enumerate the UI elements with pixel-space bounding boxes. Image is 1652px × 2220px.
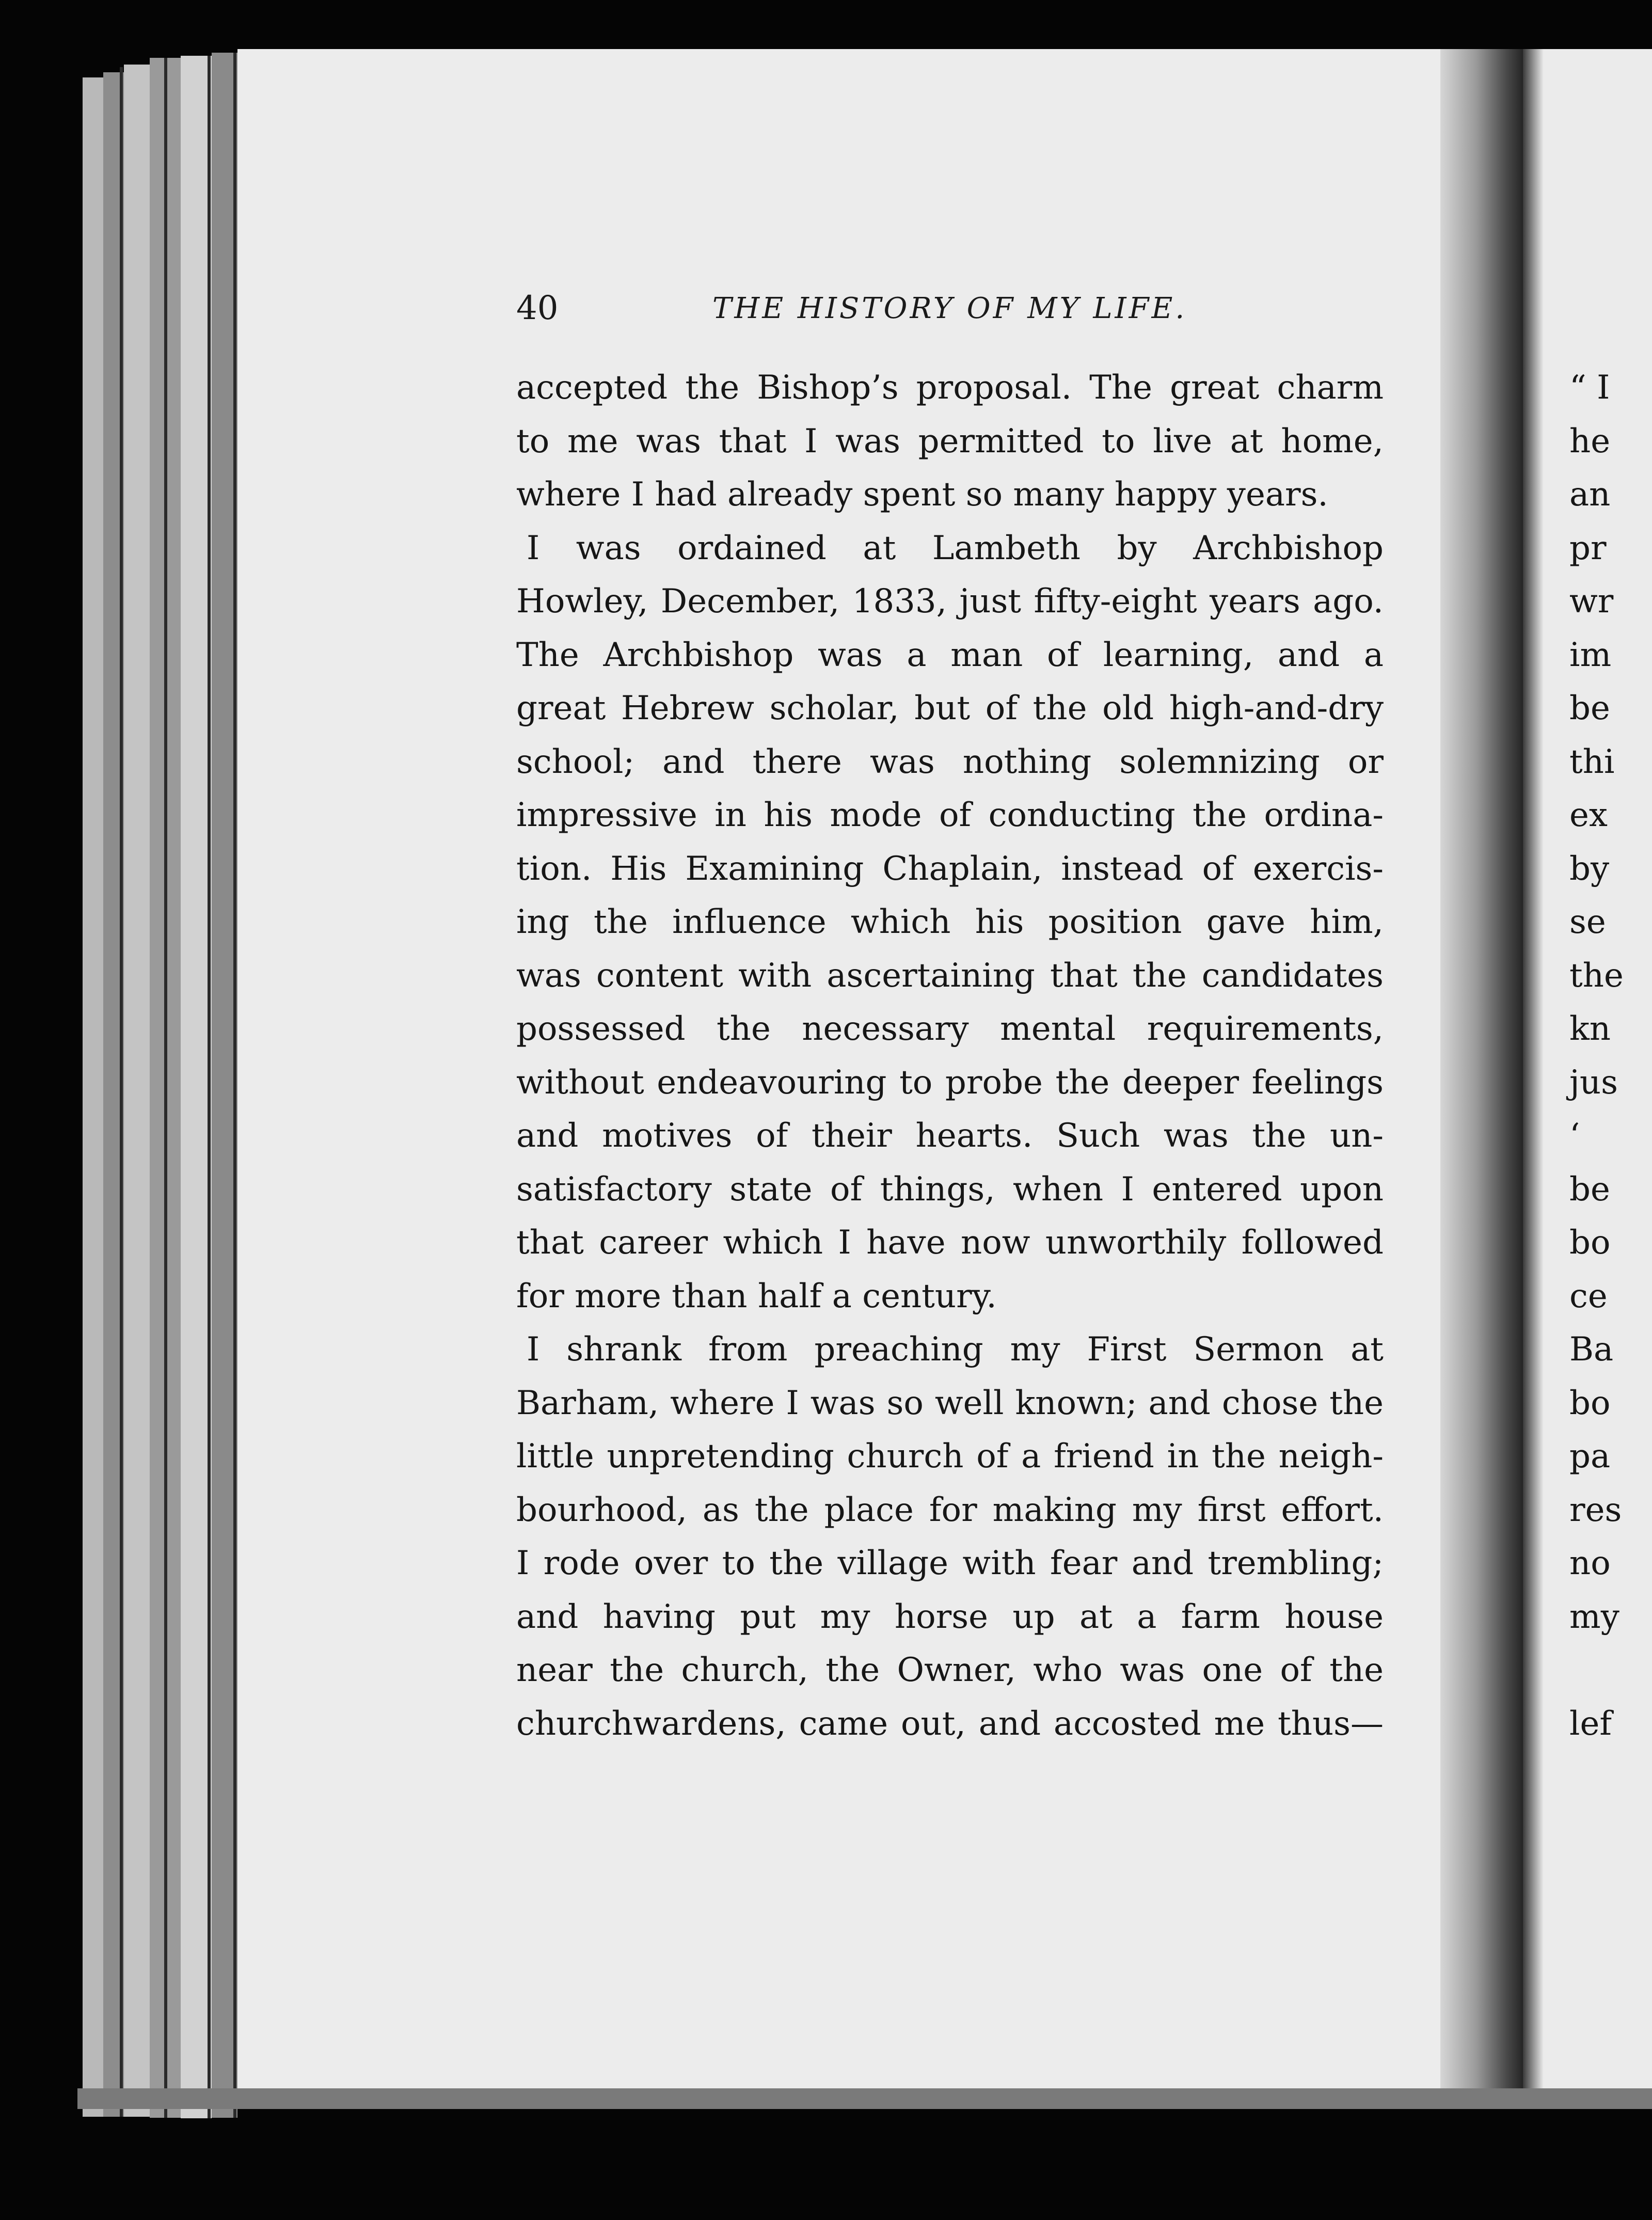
right-text-line: ‘ xyxy=(1569,1117,1580,1155)
page-number: 40 xyxy=(516,289,559,327)
right-text-line xyxy=(1569,1644,1624,1698)
right-text-line: my xyxy=(1569,1597,1619,1636)
text-line: I was ordained at Lambeth by Archbishop xyxy=(527,529,1384,567)
text-line: possessed the necessary mental requirements, xyxy=(516,1010,1384,1048)
text-line: accepted the Bishop’s proposal. The great charm xyxy=(516,369,1384,407)
right-text-line: the xyxy=(1569,956,1624,995)
text-line: great Hebrew scholar, but of the old high-and-dry xyxy=(516,689,1384,727)
page-bottom-edge xyxy=(77,2088,1652,2109)
page-edge-line xyxy=(164,58,167,2118)
text-line: and motives of their hearts. Such was the un- xyxy=(516,1117,1384,1155)
right-text-line: jus xyxy=(1569,1063,1618,1102)
text-line: for more than half a century. xyxy=(516,1277,997,1315)
text-line: The Archbishop was a man of learning, and a xyxy=(516,636,1384,674)
text-line: I rode over to the village with fear and trembling; xyxy=(516,1544,1384,1582)
text-line: was content with ascertaining that the candidates xyxy=(516,956,1384,995)
page-edge-line xyxy=(233,53,236,2118)
text-line: tion. His Examining Chaplain, instead of exercis- xyxy=(516,849,1384,888)
right-text-line: se xyxy=(1569,903,1606,941)
right-text-line: bo xyxy=(1569,1224,1611,1262)
right-text-line: “ I xyxy=(1569,369,1610,407)
text-line: satisfactory state of things, when I entered upon xyxy=(516,1170,1384,1209)
running-head: THE HISTORY OF MY LIFE. xyxy=(712,292,1187,325)
text-line: that career which I have now unworthily followed xyxy=(516,1224,1384,1262)
text-line: little unpretending church of a friend in the neigh- xyxy=(516,1437,1384,1476)
right-page-text xyxy=(1569,361,1624,1751)
right-page-shadow xyxy=(1523,49,1544,2088)
text-line: school; and there was nothing solemnizing or xyxy=(516,742,1384,781)
right-text-line: Ba xyxy=(1569,1330,1614,1369)
right-text-line: pa xyxy=(1569,1437,1611,1476)
text-line: I shrank from preaching my First Sermon at xyxy=(527,1330,1384,1369)
right-text-line: be xyxy=(1569,689,1610,727)
page-edge xyxy=(181,56,212,2118)
text-line: Howley, December, 1833, just fifty-eight years ago. xyxy=(516,582,1384,621)
text-line: to me was that I was permitted to live at home, xyxy=(516,422,1384,461)
text-line: impressive in his mode of conducting the ordina- xyxy=(516,796,1384,834)
text-line: bourhood, as the place for making my first effort. xyxy=(516,1490,1384,1529)
text-line: ing the influence which his position gave him, xyxy=(516,903,1384,941)
right-text-line: be xyxy=(1569,1170,1610,1209)
right-text-line: bo xyxy=(1569,1384,1611,1422)
page-edge xyxy=(83,77,103,2117)
book-gutter-shadow xyxy=(1440,49,1528,2088)
right-text-line: lef xyxy=(1569,1704,1612,1743)
right-text-line: res xyxy=(1569,1490,1622,1529)
right-text-line: an xyxy=(1569,475,1611,514)
text-line: where I had already spent so many happy years. xyxy=(516,475,1328,514)
page-edge-line xyxy=(120,67,123,2117)
text-line: churchwardens, came out, and accosted me thus— xyxy=(516,1704,1384,1743)
text-line: near the church, the Owner, who was one of the xyxy=(516,1651,1384,1689)
right-text-line: im xyxy=(1569,636,1612,674)
text-line: without endeavouring to probe the deeper feelings xyxy=(516,1063,1384,1102)
text-line: Barham, where I was so well known; and chose the xyxy=(516,1384,1384,1422)
right-text-line: kn xyxy=(1569,1010,1611,1048)
right-text-line: he xyxy=(1569,422,1611,461)
body-text xyxy=(516,361,1384,1751)
page-edge-line xyxy=(208,56,211,2118)
right-text-line: ce xyxy=(1569,1277,1608,1315)
right-text-line: thi xyxy=(1569,742,1615,781)
right-text-line: ex xyxy=(1569,796,1608,834)
right-text-line: wr xyxy=(1569,582,1614,621)
page-edge xyxy=(124,65,150,2117)
right-text-line: pr xyxy=(1569,529,1607,567)
text-line: and having put my horse up at a farm house xyxy=(516,1597,1384,1636)
right-text-line: no xyxy=(1569,1544,1611,1582)
right-text-line: by xyxy=(1569,849,1610,888)
